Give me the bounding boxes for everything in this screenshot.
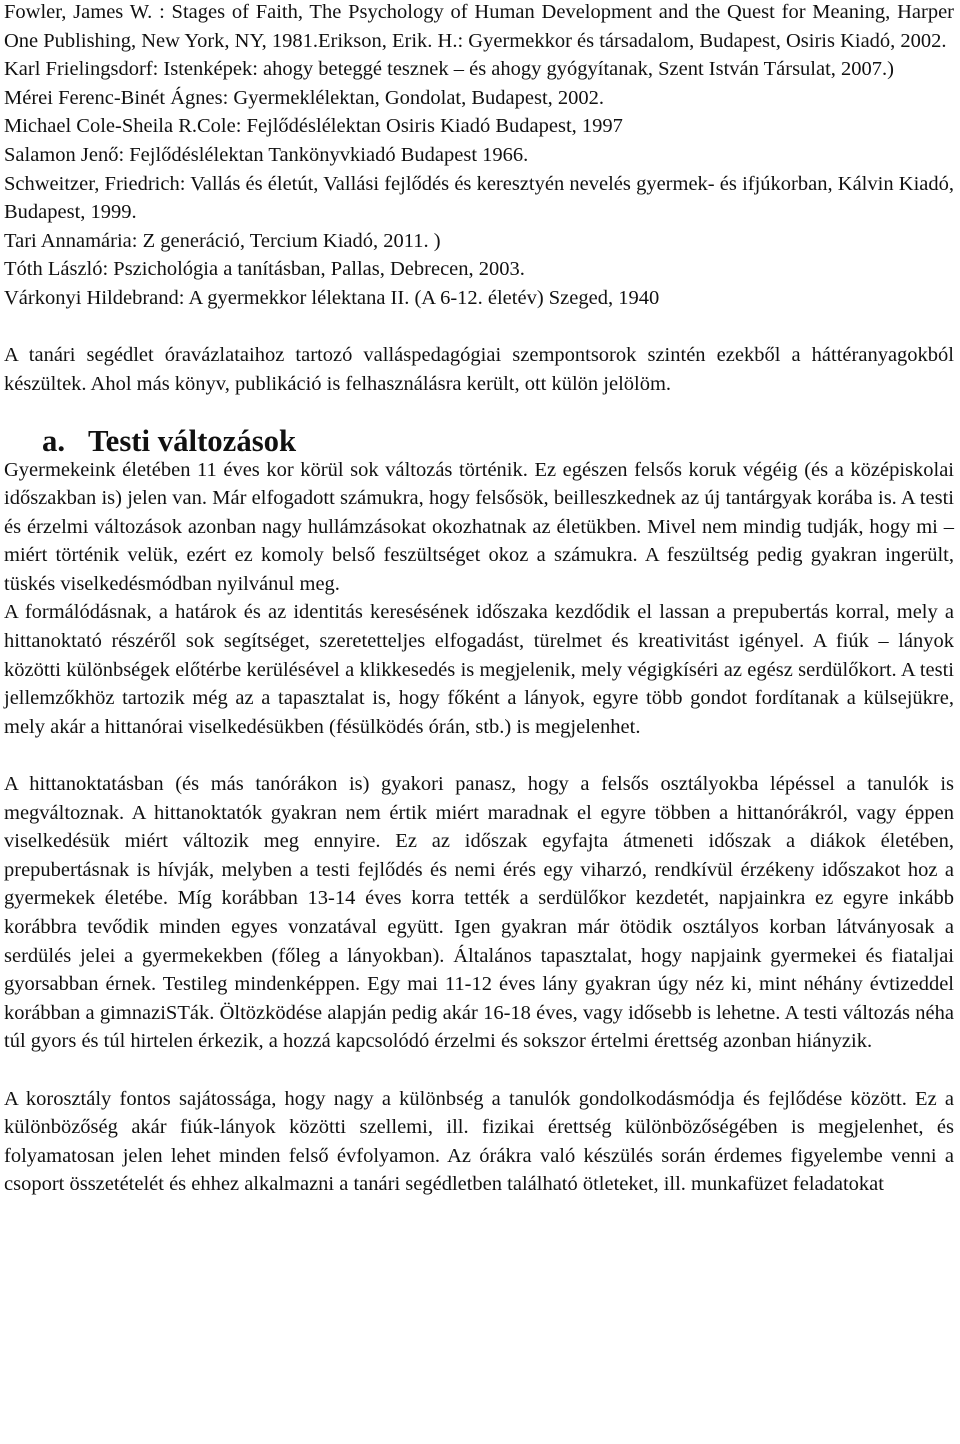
reference-item: Mérei Ferenc-Binét Ágnes: Gyermeklélektan, Gondolat, Budapest, 2002. <box>4 86 605 109</box>
section-marker: a. <box>42 423 66 458</box>
reference-item: Várkonyi Hildebrand: A gyermekkor lélektana II. (A 6-12. életév) Szeged, 1940 <box>4 286 660 309</box>
reference-list <box>4 0 954 313</box>
spacer <box>4 741 954 770</box>
spacer <box>4 313 954 342</box>
reference-item: Karl Frielingsdorf: Istenképek: ahogy beteggé tesznek – és ahogy gyógyítanak, Szent István Társulat, 2007.) <box>4 58 894 81</box>
reference-item: Salamon Jenő: Fejlődéslélektan Tankönyvkiadó Budapest 1966. <box>4 143 529 166</box>
spacer <box>4 398 954 427</box>
intro-paragraph: A tanári segédlet óravázlataihoz tartozó valláspedagógiai szempontsorok szintén ezekből a háttéranyagokból készültek. Ahol más könyv, publikáció is felhasználásra került, ott külön jelölöm. <box>4 344 954 395</box>
reference-item: Tari Annamária: Z generáció, Tercium Kiadó, 2011. ) <box>4 229 441 252</box>
section-title: Testi változások <box>88 423 297 458</box>
reference-item: Schweitzer, Friedrich: Vallás és életút, Vallási fejlődés és keresztyén nevelés gyermek- és ifjúkorban, Kálvin Kiadó, Budapest, 1999. <box>4 172 954 224</box>
spacer <box>4 1056 954 1085</box>
body-paragraph: A hittanoktatásban (és más tanórákon is) gyakori panasz, hogy a felsős osztályokba lépéssel a tanulók is megváltoznak. A hittanoktatók gyakran nem értik miért maradnak el egyre többen a hittanórákról, vagy éppen viselkedésük miért változik meg ennyire. Ez az időszak egyfajta átmeneti időszak a diákok életében, prepubertásnak is hívják, melyben a testi fejlődés és nemi érés egy viharzó, rendkívül érzékeny időszakot hoz a gyermekek életébe. Míg korábban 13-14 éves korra tették a serdülőkor kezdetét, napjainkra ez egyre inkább korábbra tevődik minden egyes vonzatával együtt. Igen gyakran már ötödik osztályos korban látványosak a serdülés jelei a gyermekekben (főleg a lányokban). Általános tapasztalat, hogy napjaink gyermekei és fiataljai gyorsabban érnek. Testileg mindenképpen. Egy mai 11-12 éves lány gyakran úgy néz ki, mint néhány évtizeddel korábban a gimnaziSTák. Öltözködése alapján pedig akár 16-18 éves, vagy idősebb is lehetne. A testi változás néha túl gyors és túl hirtelen érkezik, a hozzá kapcsolódó érzelmi és sokszor értelmi érettség azonban hiányzik. <box>4 773 954 1053</box>
section-heading <box>4 423 954 458</box>
reference-item: Tóth László: Pszichológia a tanításban, Pallas, Debrecen, 2003. <box>4 258 525 281</box>
reference-item: Michael Cole-Sheila R.Cole: Fejlődéslélektan Osiris Kiadó Budapest, 1997 <box>4 115 623 138</box>
body-paragraph: A korosztály fontos sajátossága, hogy nagy a különbség a tanulók gondolkodásmódja és fejlődése között. Ez a különbözőség akár fiúk-lányok közötti szellemi, ill. fizikai érettség különbözőségében is megjelenhet, és folyamatosan jelen lehet minden felső évfolyamon. Az órákra való készülés során érdemes figyelembe venni a csoport összetételét és ehhez alkalmazni a tanári segédletben található ötleteket, ill. munkafüzet feladatokat <box>4 1087 954 1196</box>
body-paragraph: A formálódásnak, a határok és az identitás keresésének időszaka kezdődik el lassan a prepubertás korral, mely a hittanoktató részéről sok segítséget, szeretetteljes elfogadást, türelmet és kreativitást igényel. A fiúk – lányok közötti különbségek előtérbe kerülésével a klikkesedés is megjelenik, mely végigkíséri az egész serdülőkort. A testi jellemzőkhöz tartozik még az a tapasztalat is, hogy főként a lányok, egyre több gondot fordítanak a külsejükre, mely akár a hittanórai viselkedésükben (fésülködés órán, stb.) is megjelenhet. <box>4 601 954 738</box>
body-paragraph: Gyermekeink életében 11 éves kor körül sok változás történik. Ez egészen felsős koruk végéig (és a középiskolai időszakban is) jelen van. Már elfogadott számukra, hogy felsősök, beilleszkednek az új tantárgyak korába is. A testi és érzelmi változások azonban nagy hullámzásokat okozhatnak az életükben. Mivel nem mindig tudják, hogy mi – miért történik velük, ezért ez komoly belső feszültséget okoz a számukra. A feszültség pedig gyakran ingerült, tüskés viselkedésmódban nyilvánul meg. <box>4 458 954 595</box>
reference-item: Fowler, James W. : Stages of Faith, The Psychology of Human Development and the Quest for Meaning, Harper One Publishing, New York, NY, 1981.Erikson, Erik. H.: Gyermekkor és társadalom, Budapest, Osiris Kiadó, 2002. <box>4 1 954 52</box>
